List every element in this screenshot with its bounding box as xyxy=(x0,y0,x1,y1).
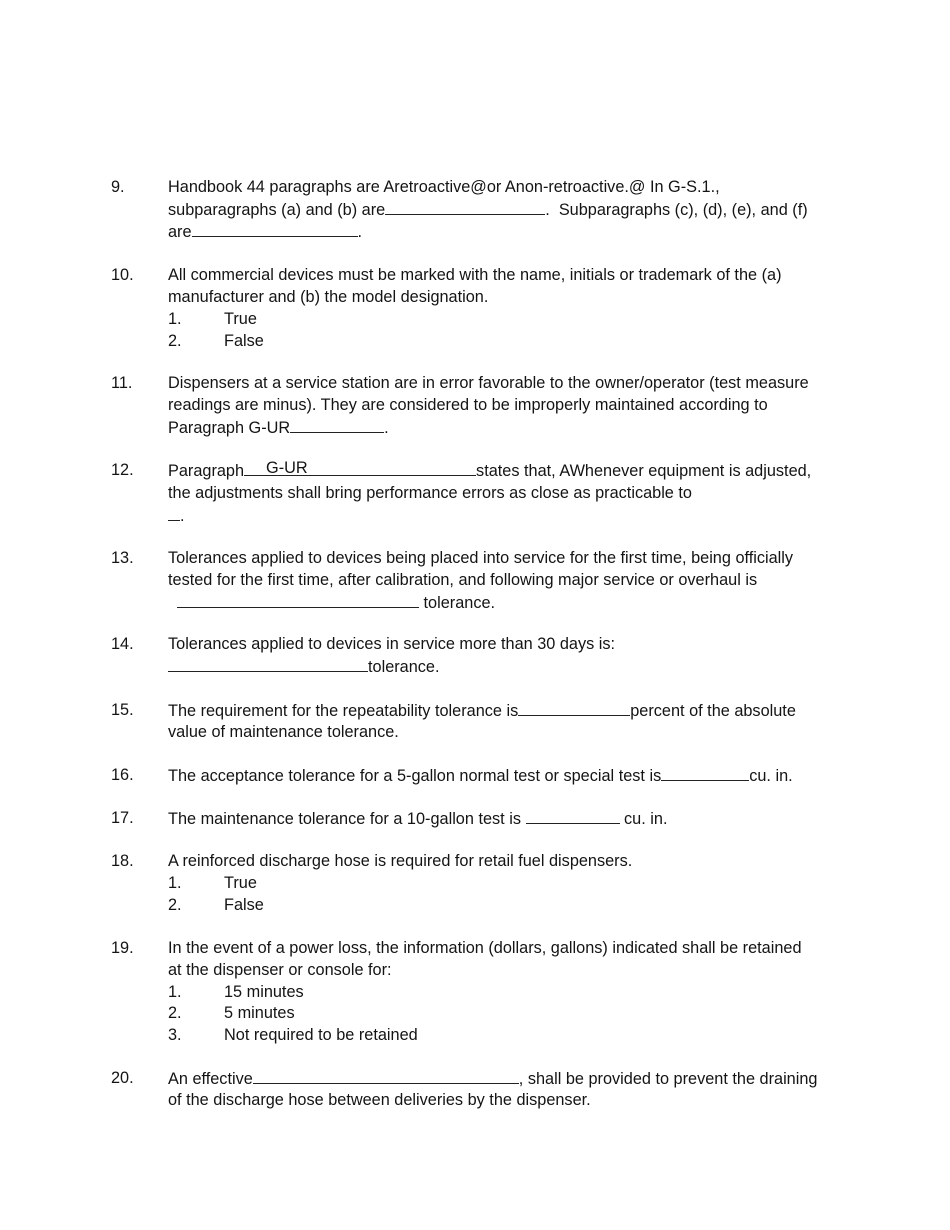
question-number: 9. xyxy=(111,178,125,196)
question-text: Tolerances applied to devices in service more than 30 days is: xyxy=(168,635,616,653)
answer-blank[interactable] xyxy=(192,222,358,237)
question-text: A reinforced discharge hose is required for retail fuel dispensers. xyxy=(168,852,633,870)
question-number: 14. xyxy=(111,635,134,653)
question-number: 13. xyxy=(111,549,134,567)
question-number: 15. xyxy=(111,701,134,719)
answer-blank[interactable] xyxy=(253,1069,519,1084)
question-number: 19. xyxy=(111,939,134,957)
question-text: Dispensers at a service station are in error favorable to the owner/operator (test measure xyxy=(168,374,809,392)
question-text: All commercial devices must be marked with the name, initials or trademark of the (a) xyxy=(168,266,782,284)
question-number: 16. xyxy=(111,766,134,784)
answer-blank[interactable]: G-UR xyxy=(244,461,476,476)
question-number: 17. xyxy=(111,809,134,827)
question-number: 20. xyxy=(111,1069,134,1087)
question-text: In the event of a power loss, the information (dollars, gallons) indicated shall be retained xyxy=(168,939,802,957)
question-number: 18. xyxy=(111,852,134,870)
answer-blank[interactable] xyxy=(168,657,368,672)
question-number: 10. xyxy=(111,266,134,284)
answer-blank[interactable] xyxy=(290,418,384,433)
question-number: 11. xyxy=(111,374,133,392)
answer-blank[interactable] xyxy=(385,200,545,215)
answer-blank[interactable] xyxy=(177,593,419,608)
question-text: Handbook 44 paragraphs are Aretroactive@or Anon-retroactive.@ In G-S.1., xyxy=(168,178,720,196)
answer-blank[interactable] xyxy=(518,701,630,716)
answer-blank[interactable] xyxy=(661,766,749,781)
question-number: 12. xyxy=(111,461,134,479)
question-text: Tolerances applied to devices being placed into service for the first time, being officially xyxy=(168,549,794,567)
answer-blank[interactable] xyxy=(168,506,180,521)
answer-blank[interactable] xyxy=(526,809,620,824)
